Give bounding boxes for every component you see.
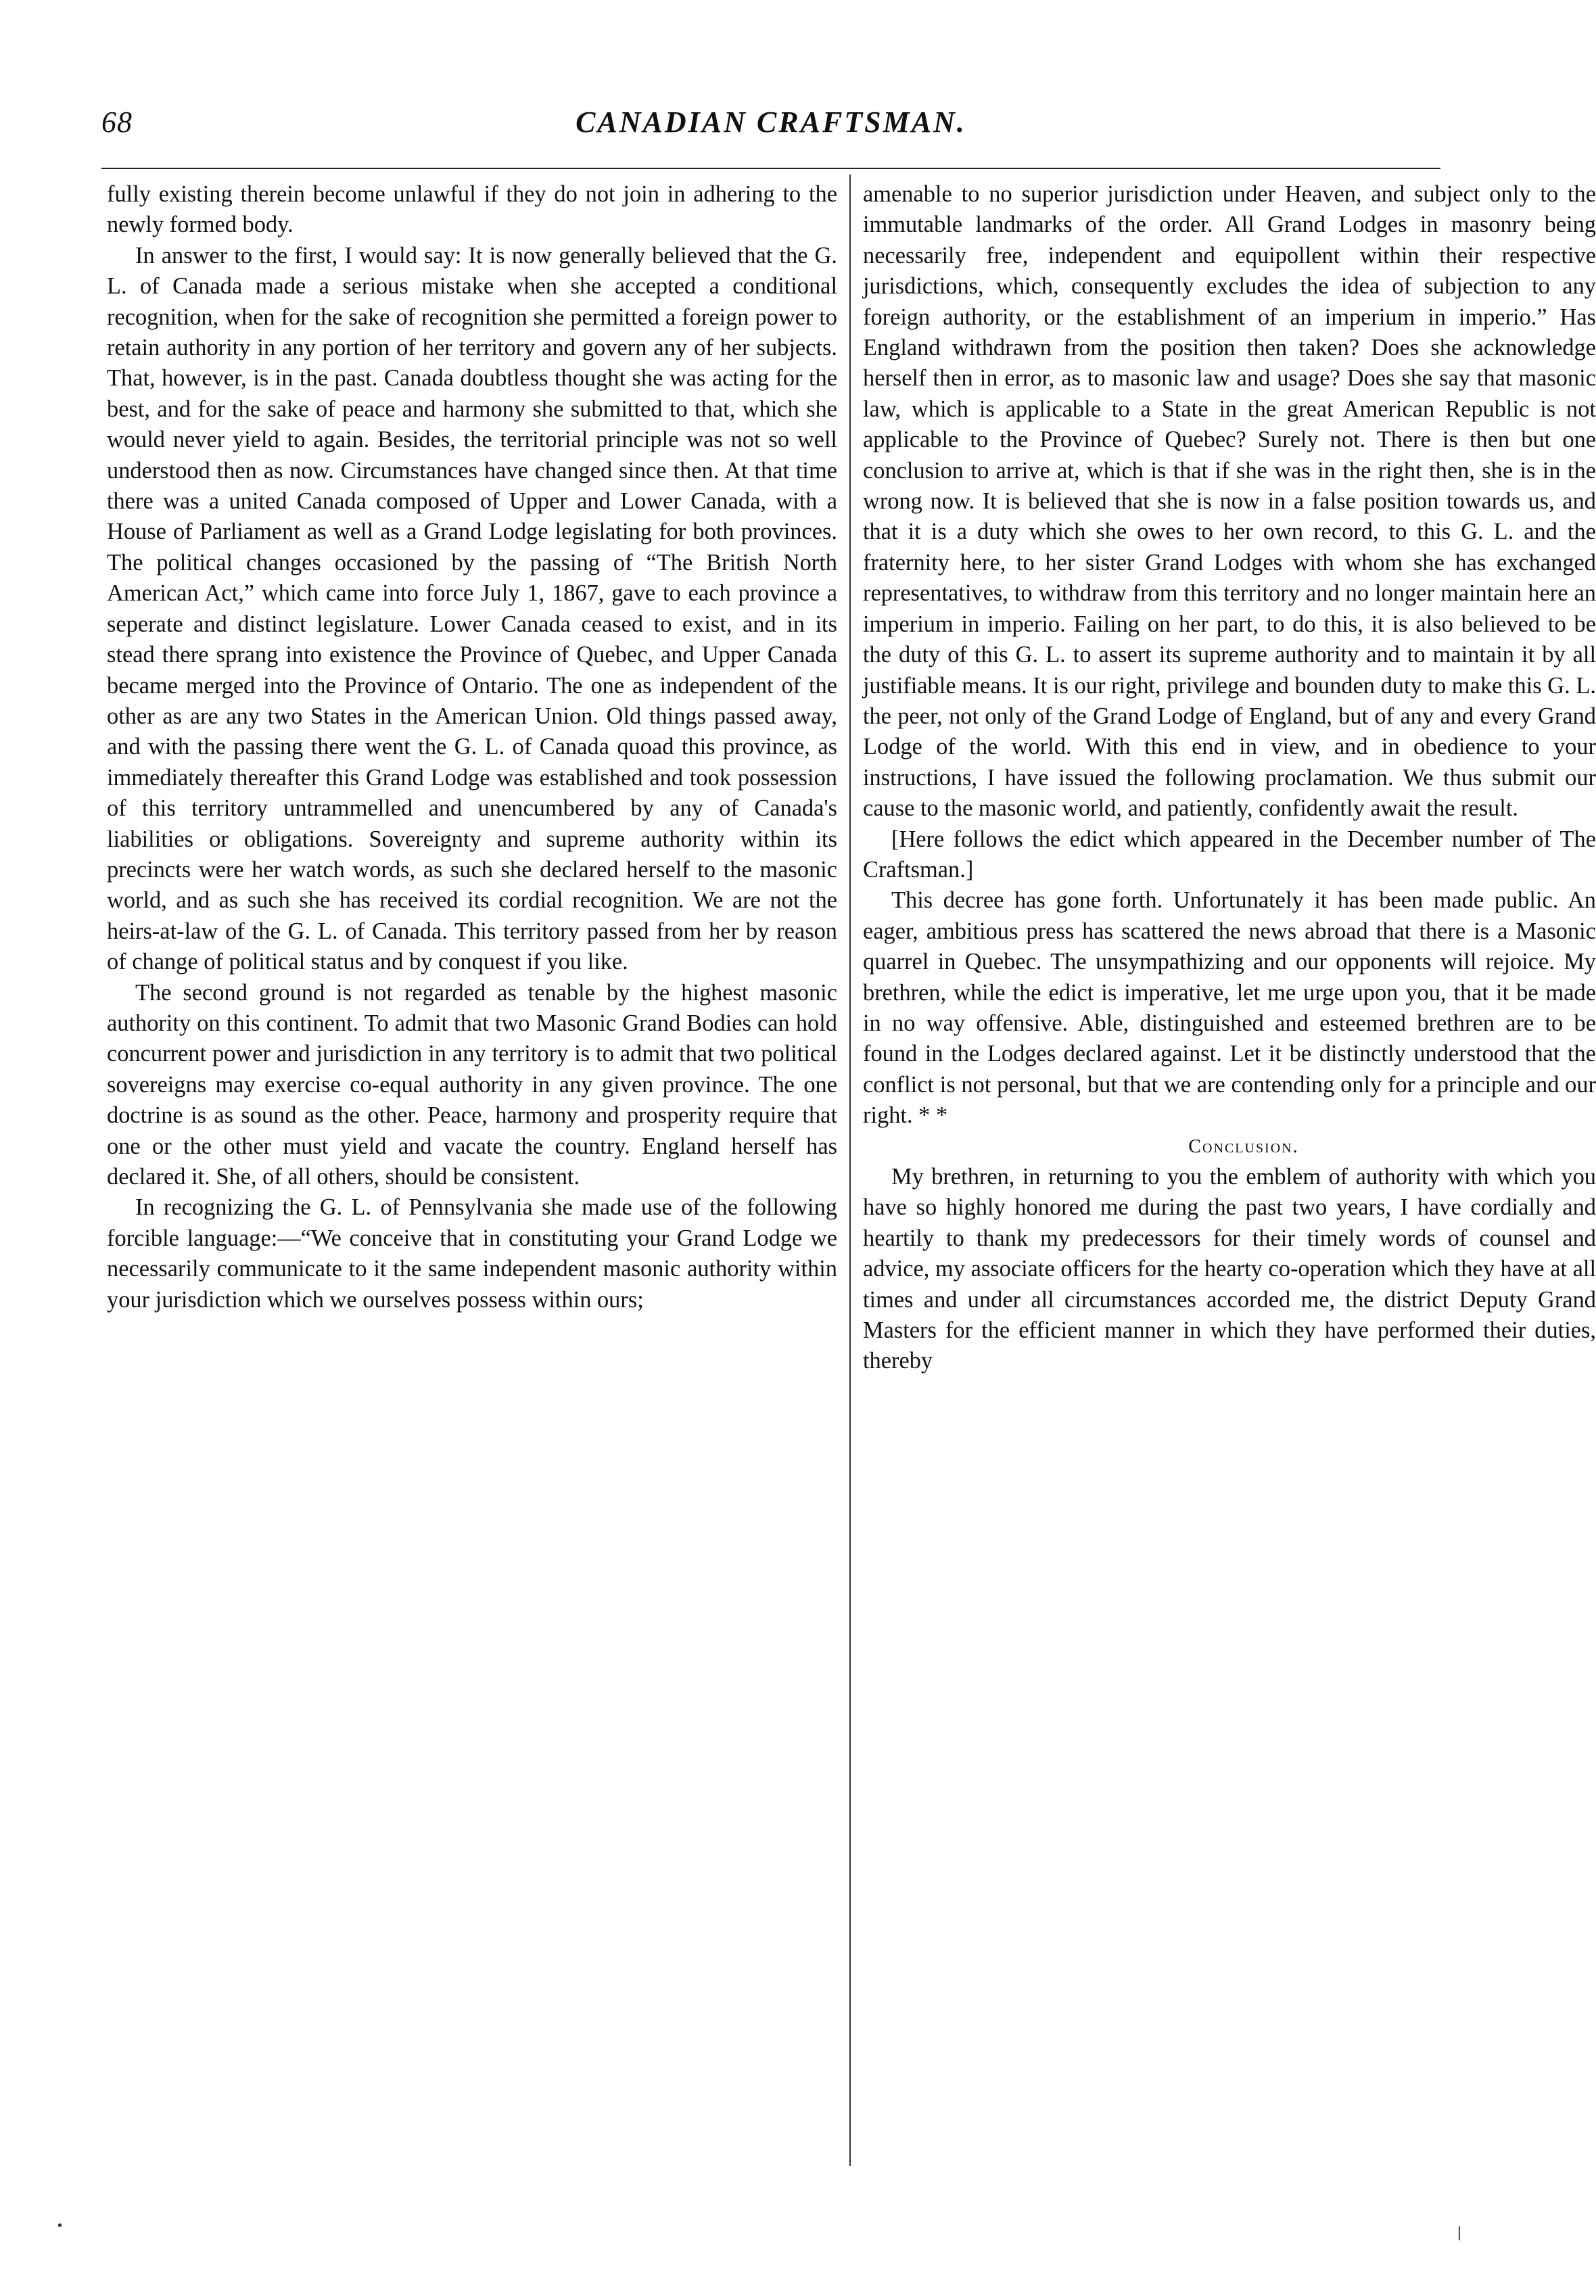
column-divider: [849, 174, 851, 2166]
page-number: 68: [101, 106, 133, 139]
margin-tick: |: [1457, 2224, 1461, 2241]
journal-title: CANADIAN CRAFTSMAN.: [576, 106, 966, 139]
right-paragraph-3-text: This decree has gone forth. Unfortunately it has been made public. An eager, ambitious press has scattered the news abroad that there is a Masonic quarrel in Quebec. The unsympathizing and our opponents will rejoice. My brethren, while the edict is imperative, let me urge upon you, that it be made in no way offensive. Able, distinguished and esteemed brethren are to be found in the Lodges declared against. Let it be distinctly understood that the conflict is not personal, but that we are contending only for a principle and our right.: [863, 887, 1596, 1129]
conclusion-heading: Conclusion.: [1188, 1135, 1299, 1157]
right-paragraph-3: [863, 885, 1596, 1131]
page-header: [101, 105, 1440, 152]
left-paragraph-3: The second ground is not regarded as tenable by the highest masonic authority on this continent. To admit that two Masonic Grand Bodies can hold concurrent power and jurisdiction in any territory is to admit that two political sovereigns may exercise co-equal authority in any given province. The one doctrine is as sound as the other. Peace, harmony and prosperity require that one or the other must yield and vacate the country. England herself has declared it. She, of all others, should be consistent.: [107, 979, 837, 1190]
left-column: [107, 179, 837, 1315]
left-paragraph-2: In answer to the first, I would say: It is now generally believed that the G. L. of Canada made a serious mistake when she accepted a conditional recognition, when for the sake of recognition she permitted a foreign power to retain authority in any portion of her territory and govern any of her subjects. That, however, is in the past. Canada doubtless thought she was acting for the best, and for the sake of peace and harmony she submitted to that, which she would never yield to again. Besides, the territorial principle was not so well understood then as now. Circumstances have changed since then. At that time there was a united Canada composed of Upper and Lower Canada, with a House of Parliament as well as a Grand Lodge legislating for both provinces. The political changes occasioned by the passing of “The British North American Act,” which came into force July 1, 1867, gave to each province a seperate and distinct legislature. Lower Canada ceased to exist, and in its stead there sprang into existence the Province of Quebec, and Upper Canada became merged into the Province of Ontario. The one as independent of the other as are any two States in the American Union. Old things passed away, and with the passing there went the G. L. of Canada quoad this province, as immediately thereafter this Grand Lodge was established and took possession of this territory untrammelled and unencumbered by any of Canada's liabilities or obligations. Sovereignty and supreme authority within its precincts were her watch words, as such she declared herself to the masonic world, and as such she has received its cordial recognition. We are not the heirs-at-law of the G. L. of Canada. This territory passed from her by reason of change of political status and by conquest if you like.: [107, 242, 837, 975]
left-paragraph-1: fully existing therein become unlawful if they do not join in adhering to the newly formed body.: [107, 181, 837, 238]
margin-dot: •: [57, 2218, 63, 2233]
right-paragraph-1: amenable to no superior jurisdiction under Heaven, and subject only to the immutable landmarks of the order. All Grand Lodges in masonry being necessarily free, independent and equipollent within their respective jurisdictions, which, consequently excludes the idea of subjection to any foreign authority, or the establishment of an imperium in imperio.” Has England withdrawn from the position then taken? Does she acknowledge herself then in error, as to masonic law and usage? Does she say that masonic law, which is applicable to a State in the great American Republic is not applicable to the Province of Quebec? Surely not. There is then but one conclusion to arrive at, which is that if she was in the right then, she is in the wrong now. It is believed that she is now in a false position towards us, and that it is a duty which she owes to her own record, to this G. L. and the fraternity here, to her sister Grand Lodges with whom she has exchanged representatives, to withdraw from this territory and no longer maintain here an imperium in imperio. Failing on her part, to do this, it is also believed to be the duty of this G. L. to assert its supreme authority and to maintain it by all justifiable means. It is our right, privilege and bounden duty to make this G. L. the peer, not only of the Grand Lodge of England, but of any and every Grand Lodge of the world. With this end in view, and in obedience to your instructions, I have issued the following proclamation. We thus submit our cause to the masonic world, and patiently, confidently await the result.: [863, 181, 1596, 822]
section-mark: * *: [918, 1102, 948, 1129]
right-column: [863, 179, 1596, 1377]
left-paragraph-4: In recognizing the G. L. of Pennsylvania she made use of the following forcible language:—“We conceive that in constituting your Grand Lodge we necessarily communicate to it the same independent masonic authority within your jurisdiction which we ourselves possess within ours;: [107, 1194, 837, 1313]
right-paragraph-4: My brethren, in returning to you the emblem of authority with which you have so highly honored me during the past two years, I have cordially and heartily to thank my predecessors for their timely words of counsel and advice, my associate officers for the hearty co-operation which they have at all times and under all circumstances accorded me, the district Deputy Grand Masters for the efficient manner in which they have performed their duties, thereby: [863, 1164, 1596, 1374]
header-rule: [101, 168, 1440, 169]
edict-note: [Here follows the edict which appeared in the December number of The Craftsman.]: [863, 826, 1596, 883]
